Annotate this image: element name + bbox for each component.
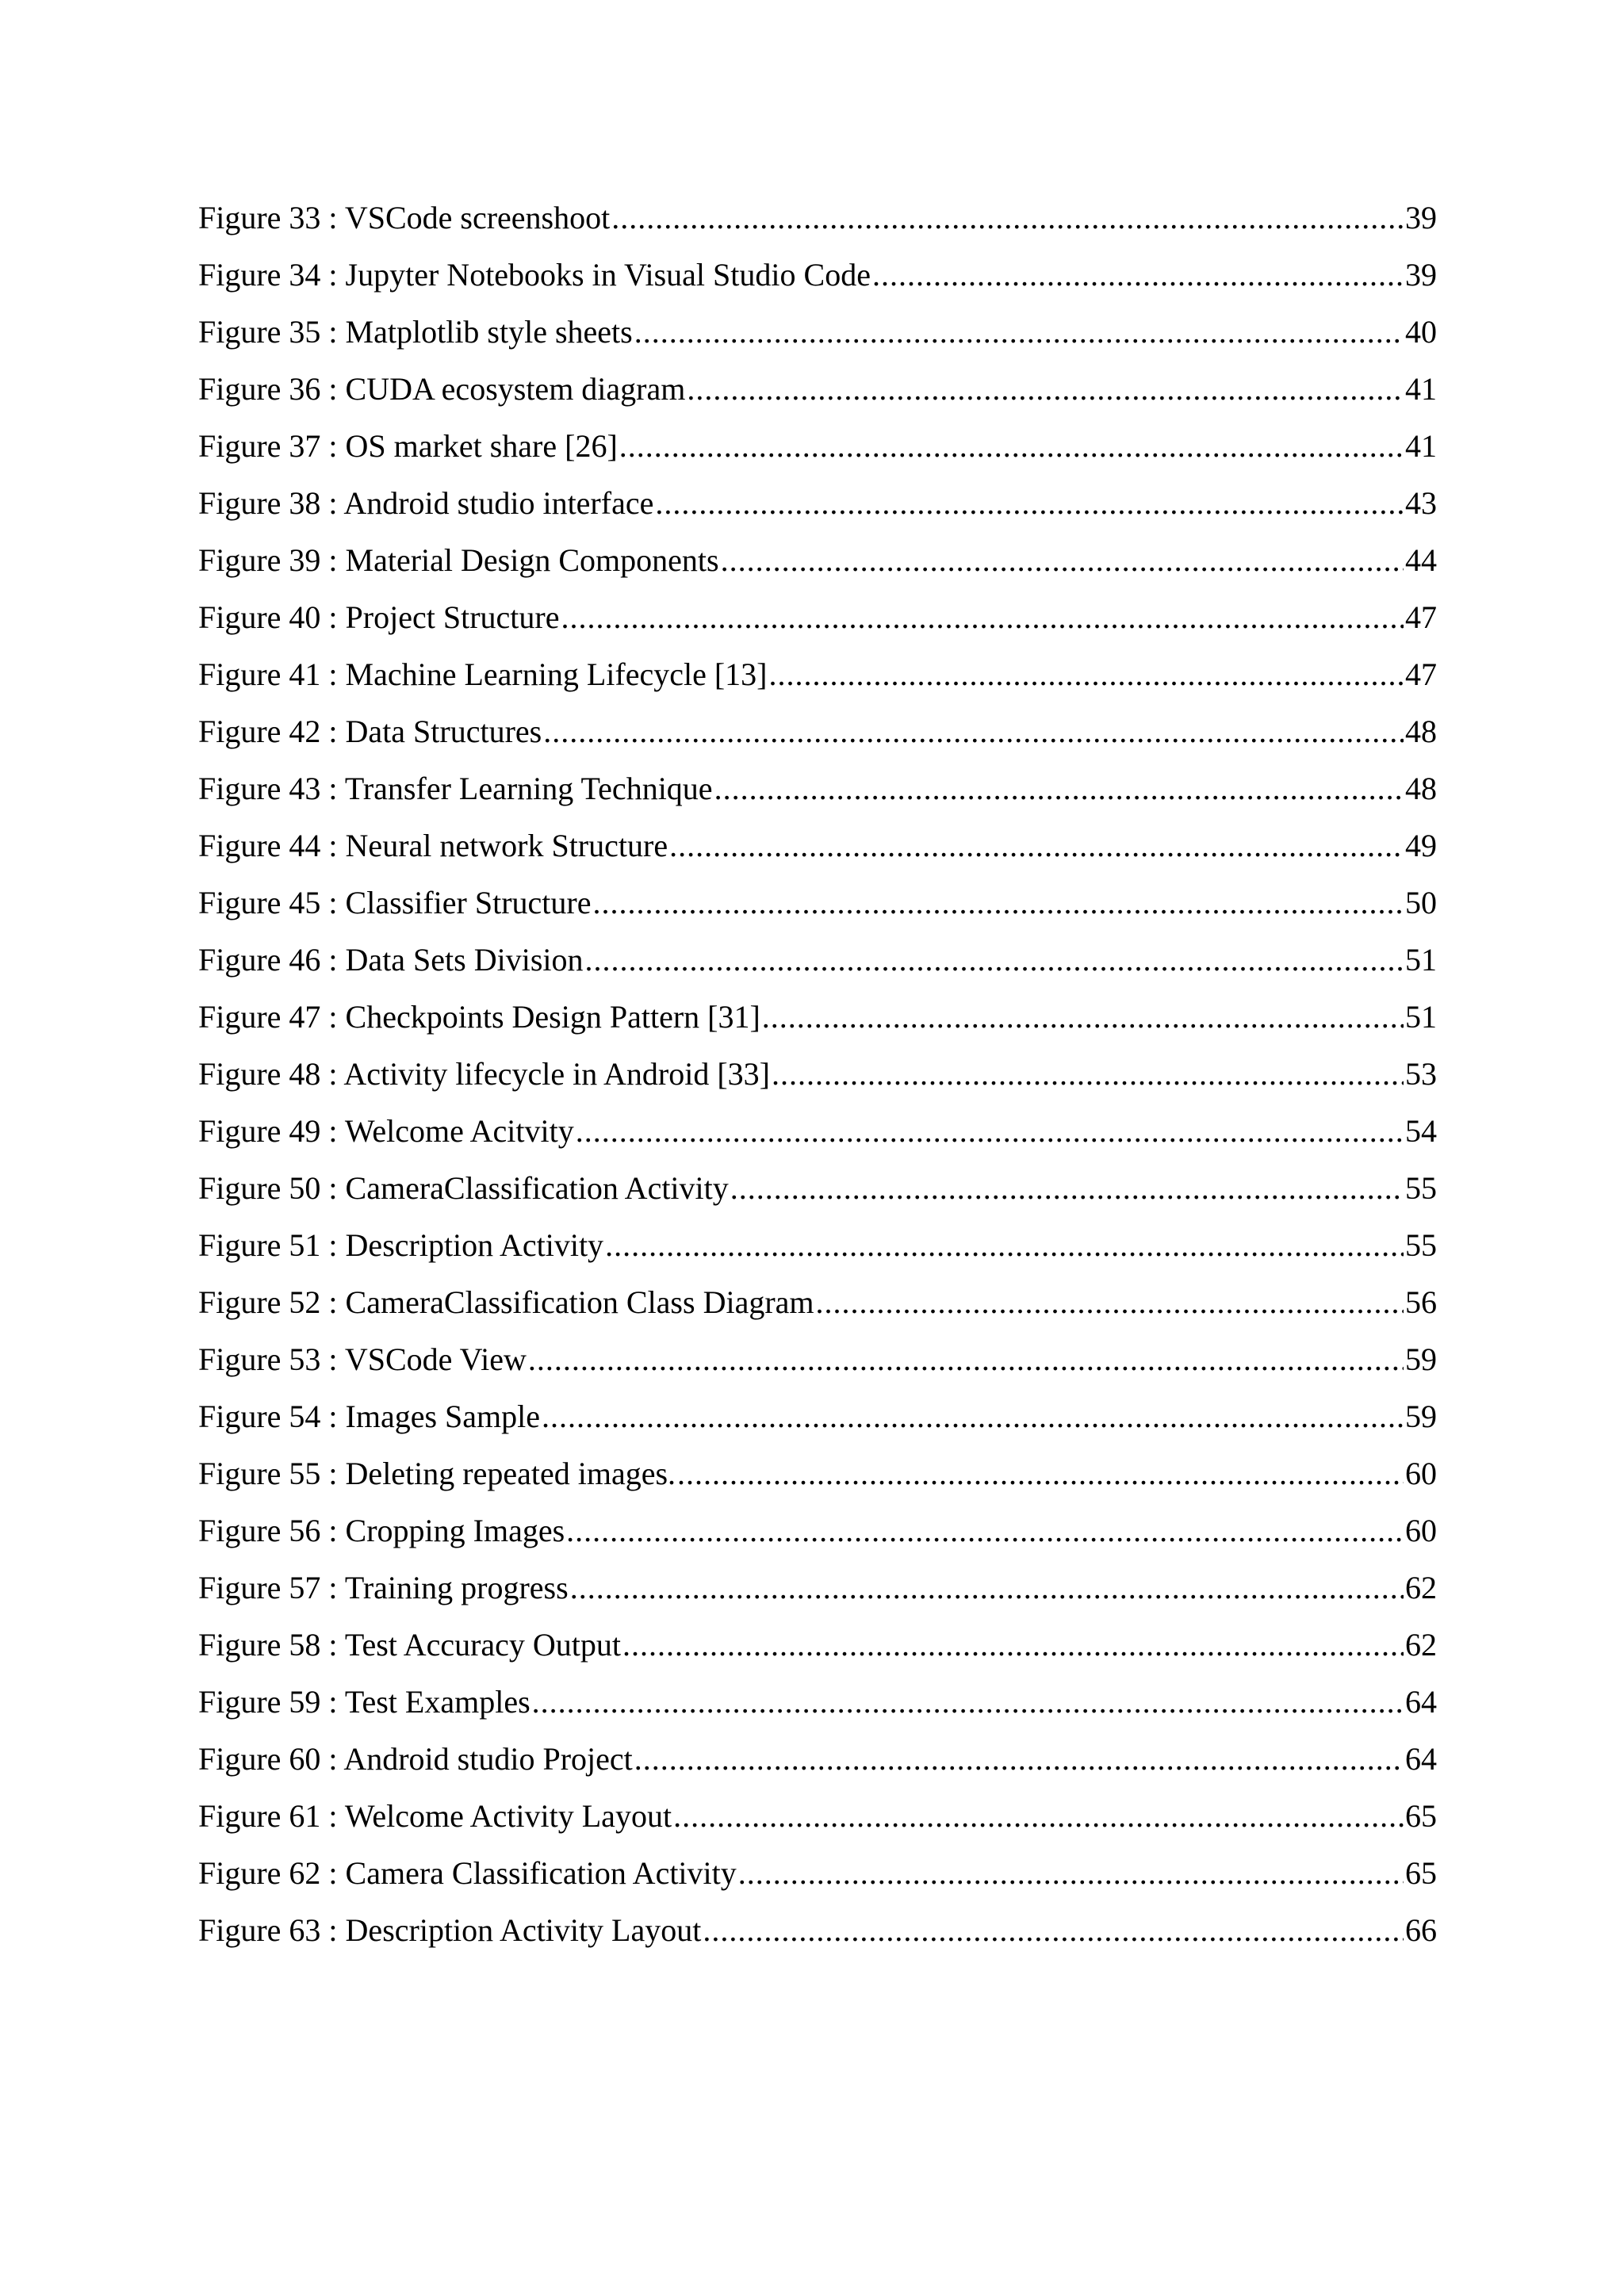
toc-entry-label: Figure 55 : Deleting repeated images. xyxy=(198,1456,676,1491)
dot-leader xyxy=(673,1791,1404,1842)
toc-entry-label: Figure 42 : Data Structures xyxy=(198,714,542,749)
toc-entry-label: Figure 46 : Data Sets Division xyxy=(198,942,584,978)
toc-entry[interactable] xyxy=(198,935,1437,992)
toc-entry-label: Figure 59 : Test Examples xyxy=(198,1684,530,1720)
toc-entry-page-number: 59 xyxy=(1405,1341,1437,1377)
list-of-figures xyxy=(198,193,1437,1962)
toc-entry-page-number: 51 xyxy=(1405,942,1437,978)
toc-entry-page-number: 51 xyxy=(1405,999,1437,1035)
toc-entry-label: Figure 33 : VSCode screenshoot xyxy=(198,200,611,235)
dot-leader xyxy=(592,878,1404,928)
dot-leader xyxy=(634,307,1404,358)
toc-entry[interactable] xyxy=(198,478,1437,535)
toc-entry-label: Figure 57 : Training progress xyxy=(198,1570,569,1605)
toc-entry[interactable] xyxy=(198,1448,1437,1506)
toc-entry[interactable] xyxy=(198,1334,1437,1391)
dot-leader xyxy=(570,1563,1404,1613)
toc-entry-page-number: 62 xyxy=(1405,1627,1437,1663)
toc-entry-label: Figure 37 : OS market share [26] xyxy=(198,428,618,464)
toc-entry-label: Figure 56 : Cropping Images xyxy=(198,1513,565,1548)
toc-entry-page-number: 43 xyxy=(1405,485,1437,521)
dot-leader xyxy=(561,592,1404,643)
toc-entry[interactable] xyxy=(198,421,1437,478)
toc-entry[interactable] xyxy=(198,1791,1437,1848)
toc-entry[interactable] xyxy=(198,1391,1437,1448)
toc-entry-label: Figure 58 : Test Accuracy Output xyxy=(198,1627,622,1663)
dot-leader xyxy=(543,706,1404,757)
toc-entry-label: Figure 45 : Classifier Structure xyxy=(198,885,592,920)
toc-entry-label: Figure 51 : Description Activity xyxy=(198,1227,604,1263)
toc-entry-page-number: 44 xyxy=(1405,542,1437,578)
toc-entry[interactable] xyxy=(198,1677,1437,1734)
toc-entry[interactable] xyxy=(198,821,1437,878)
dot-leader xyxy=(738,1848,1404,1899)
dot-leader xyxy=(605,1220,1404,1271)
toc-entry-label: Figure 60 : Android studio Project xyxy=(198,1741,633,1777)
toc-entry[interactable] xyxy=(198,1506,1437,1563)
toc-entry-page-number: 41 xyxy=(1405,428,1437,464)
toc-entry[interactable] xyxy=(198,193,1437,250)
toc-entry[interactable] xyxy=(198,1563,1437,1620)
dot-leader xyxy=(687,364,1404,415)
toc-entry-label: Figure 39 : Material Design Components xyxy=(198,542,719,578)
toc-entry[interactable] xyxy=(198,1905,1437,1962)
toc-entry[interactable] xyxy=(198,1620,1437,1677)
toc-entry-page-number: 39 xyxy=(1405,200,1437,235)
toc-entry-page-number: 53 xyxy=(1405,1056,1437,1092)
toc-entry-page-number: 64 xyxy=(1405,1684,1437,1720)
toc-entry-label: Figure 63 : Description Activity Layout xyxy=(198,1912,702,1948)
toc-entry-page-number: 48 xyxy=(1405,714,1437,749)
toc-entry-label: Figure 61 : Welcome Activity Layout xyxy=(198,1798,672,1834)
toc-entry-label: Figure 38 : Android studio interface xyxy=(198,485,654,521)
toc-entry-label: Figure 36 : CUDA ecosystem diagram xyxy=(198,371,686,407)
dot-leader xyxy=(585,935,1404,985)
toc-entry[interactable] xyxy=(198,307,1437,364)
toc-entry-label: Figure 54 : Images Sample xyxy=(198,1399,541,1434)
toc-entry-label: Figure 43 : Transfer Learning Technique xyxy=(198,771,713,806)
toc-entry[interactable] xyxy=(198,1163,1437,1220)
dot-leader xyxy=(872,250,1404,300)
toc-entry-page-number: 60 xyxy=(1405,1513,1437,1548)
toc-entry[interactable] xyxy=(198,535,1437,592)
toc-entry-label: Figure 48 : Activity lifecycle in Android [33] xyxy=(198,1056,770,1092)
dot-leader xyxy=(772,1049,1404,1100)
toc-entry[interactable] xyxy=(198,1220,1437,1277)
dot-leader xyxy=(611,193,1404,243)
toc-entry[interactable] xyxy=(198,1106,1437,1163)
toc-entry-page-number: 55 xyxy=(1405,1170,1437,1206)
dot-leader xyxy=(576,1106,1404,1157)
toc-entry[interactable] xyxy=(198,364,1437,421)
dot-leader xyxy=(762,992,1404,1043)
toc-entry-label: Figure 41 : Machine Learning Lifecycle [13] xyxy=(198,656,768,692)
dot-leader xyxy=(730,1163,1404,1214)
dot-leader xyxy=(566,1506,1404,1556)
toc-entry-page-number: 50 xyxy=(1405,885,1437,920)
toc-entry[interactable] xyxy=(198,250,1437,307)
toc-entry-label: Figure 49 : Welcome Acitvity xyxy=(198,1113,574,1149)
toc-entry-label: Figure 44 : Neural network Structure xyxy=(198,828,668,863)
toc-entry-page-number: 62 xyxy=(1405,1570,1437,1605)
toc-entry[interactable] xyxy=(198,1734,1437,1791)
toc-entry-page-number: 59 xyxy=(1405,1399,1437,1434)
toc-entry-page-number: 56 xyxy=(1405,1284,1437,1320)
dot-leader xyxy=(714,763,1404,814)
toc-entry-page-number: 60 xyxy=(1405,1456,1437,1491)
dot-leader xyxy=(669,821,1404,871)
toc-entry[interactable] xyxy=(198,1049,1437,1106)
toc-entry[interactable] xyxy=(198,1277,1437,1334)
toc-entry-page-number: 66 xyxy=(1405,1912,1437,1948)
dot-leader xyxy=(721,535,1404,586)
dot-leader xyxy=(769,649,1404,700)
dot-leader xyxy=(655,478,1404,529)
toc-entry-page-number: 55 xyxy=(1405,1227,1437,1263)
dot-leader xyxy=(622,1620,1404,1670)
toc-entry-label: Figure 34 : Jupyter Notebooks in Visual Studio Code xyxy=(198,257,871,293)
toc-entry-page-number: 47 xyxy=(1405,599,1437,635)
dot-leader xyxy=(528,1334,1404,1385)
toc-entry-label: Figure 62 : Camera Classification Activity xyxy=(198,1855,737,1891)
toc-entry[interactable] xyxy=(198,706,1437,763)
toc-entry[interactable] xyxy=(198,992,1437,1049)
toc-entry-page-number: 41 xyxy=(1405,371,1437,407)
dot-leader xyxy=(542,1391,1404,1442)
toc-entry[interactable] xyxy=(198,592,1437,649)
toc-entry-page-number: 64 xyxy=(1405,1741,1437,1777)
toc-entry-page-number: 48 xyxy=(1405,771,1437,806)
toc-entry-page-number: 65 xyxy=(1405,1798,1437,1834)
dot-leader xyxy=(634,1734,1404,1785)
toc-entry-page-number: 39 xyxy=(1405,257,1437,293)
toc-entry-page-number: 40 xyxy=(1405,314,1437,350)
toc-entry-label: Figure 35 : Matplotlib style sheets xyxy=(198,314,633,350)
toc-entry-label: Figure 50 : CameraClassification Activity xyxy=(198,1170,729,1206)
toc-entry-label: Figure 47 : Checkpoints Design Pattern [31] xyxy=(198,999,760,1035)
toc-entry-label: Figure 40 : Project Structure xyxy=(198,599,560,635)
toc-entry[interactable] xyxy=(198,878,1437,935)
dot-leader xyxy=(532,1677,1404,1728)
toc-entry[interactable] xyxy=(198,649,1437,706)
toc-entry-label: Figure 53 : VSCode View xyxy=(198,1341,527,1377)
toc-entry[interactable] xyxy=(198,763,1437,821)
toc-entry-page-number: 65 xyxy=(1405,1855,1437,1891)
toc-entry-page-number: 47 xyxy=(1405,656,1437,692)
dot-leader xyxy=(619,421,1404,472)
toc-entry-label: Figure 52 : CameraClassification Class Diagram xyxy=(198,1284,814,1320)
dot-leader xyxy=(677,1448,1404,1499)
toc-entry-page-number: 49 xyxy=(1405,828,1437,863)
dot-leader xyxy=(703,1905,1404,1956)
toc-entry[interactable] xyxy=(198,1848,1437,1905)
toc-entry-page-number: 54 xyxy=(1405,1113,1437,1149)
dot-leader xyxy=(816,1277,1404,1328)
